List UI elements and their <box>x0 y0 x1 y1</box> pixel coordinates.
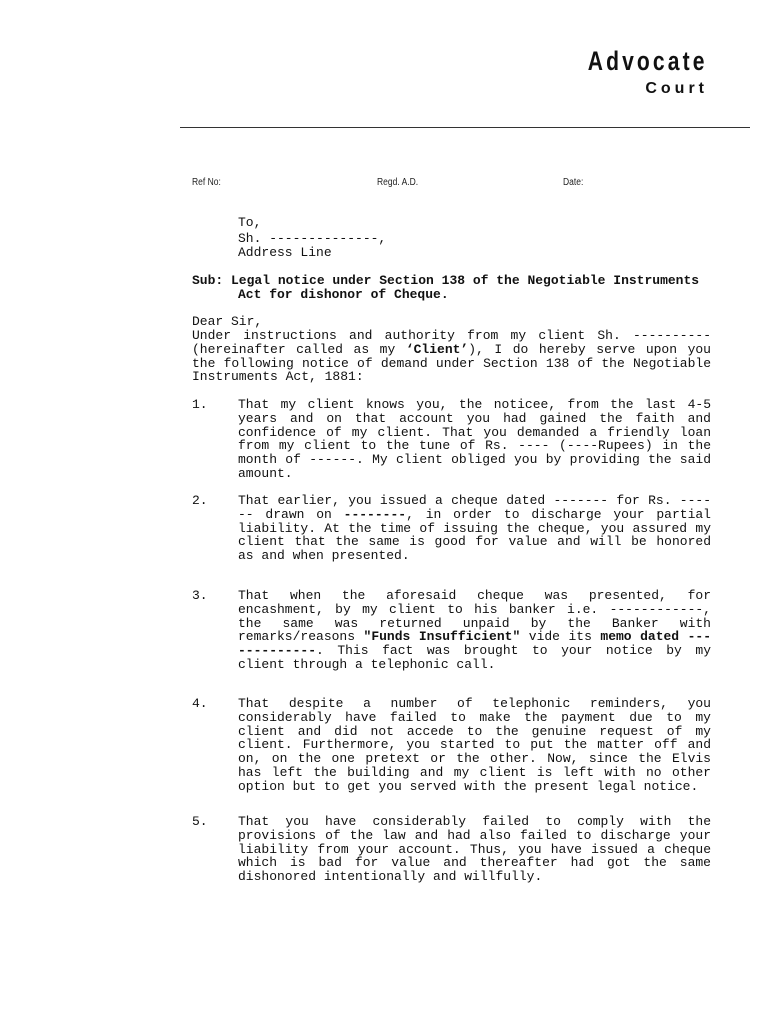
item-text: That my client knows you, the noticee, from the last 4-5 years and on that account you had gained the faith and confidence of my client. That you demanded a friendly loan from my client to the tune of Rs. ---- (----Rupees) in the month of ------. My client obliged you by providing the said amount. <box>238 397 711 481</box>
address-to: To, <box>238 215 262 230</box>
subject-line-1: Sub: Legal notice under Section 138 of the Negotiable Instruments <box>192 273 700 288</box>
item-text: That when the aforesaid cheque was presented, for encashment, by my client to his banker i.e. ------------, the same was returned unpaid by the Banker with remarks/reasons "Funds Insufficient" vide its memo dated -------------. This fact was brought to your notice by my client through a telephonic call. <box>238 588 712 672</box>
salutation: Dear Sir, <box>192 314 263 329</box>
item-number: 2. <box>192 493 208 508</box>
header-divider <box>180 127 750 128</box>
letterhead-title: Advocate <box>588 46 708 76</box>
item-text: That earlier, you issued a cheque dated ------- for Rs. ------ drawn on --------, in order to discharge your partial liability. At the time of issuing the cheque, you assured my client that the same is good for value and will be honored as and when presented. <box>238 493 711 564</box>
subject-line-2: Act for dishonor of Cheque. <box>238 287 449 302</box>
item-text: That you have considerably failed to comply with the provisions of the law and had also failed to discharge your liability from your account. Thus, you have issued a cheque which is bad for value and thereafter had got the same dishonored intentionally and willfully. <box>238 814 711 885</box>
item-number: 1. <box>192 397 208 412</box>
item-number: 4. <box>192 696 208 711</box>
addressee-name: Sh. --------------, <box>238 231 387 246</box>
item-text: That despite a number of telephonic reminders, you considerably have failed to make the payment due to my client and did not accede to the genuine request of my client. Furthermore, you started to put the matter off and on, on the one pretext or the other. Now, since the Elvis has left the building and my client is left with no other option but to get you served with the present legal notice. <box>238 696 711 794</box>
intro-paragraph: Under instructions and authority from my client Sh. ---------- (hereinafter called as my ‘Client’), I do hereby serve upon you the following notice of demand under Section 138 of the Negotiable Instruments Act, 1881: <box>192 328 711 385</box>
regd-ad-label: Regd. A.D. <box>377 177 419 188</box>
letterhead-subtitle: Court <box>645 80 708 97</box>
date-label: Date: <box>563 177 584 188</box>
item-number: 5. <box>192 814 208 829</box>
ref-no-label: Ref No: <box>192 177 221 188</box>
address-line: Address Line <box>238 245 332 260</box>
item-number: 3. <box>192 588 208 603</box>
